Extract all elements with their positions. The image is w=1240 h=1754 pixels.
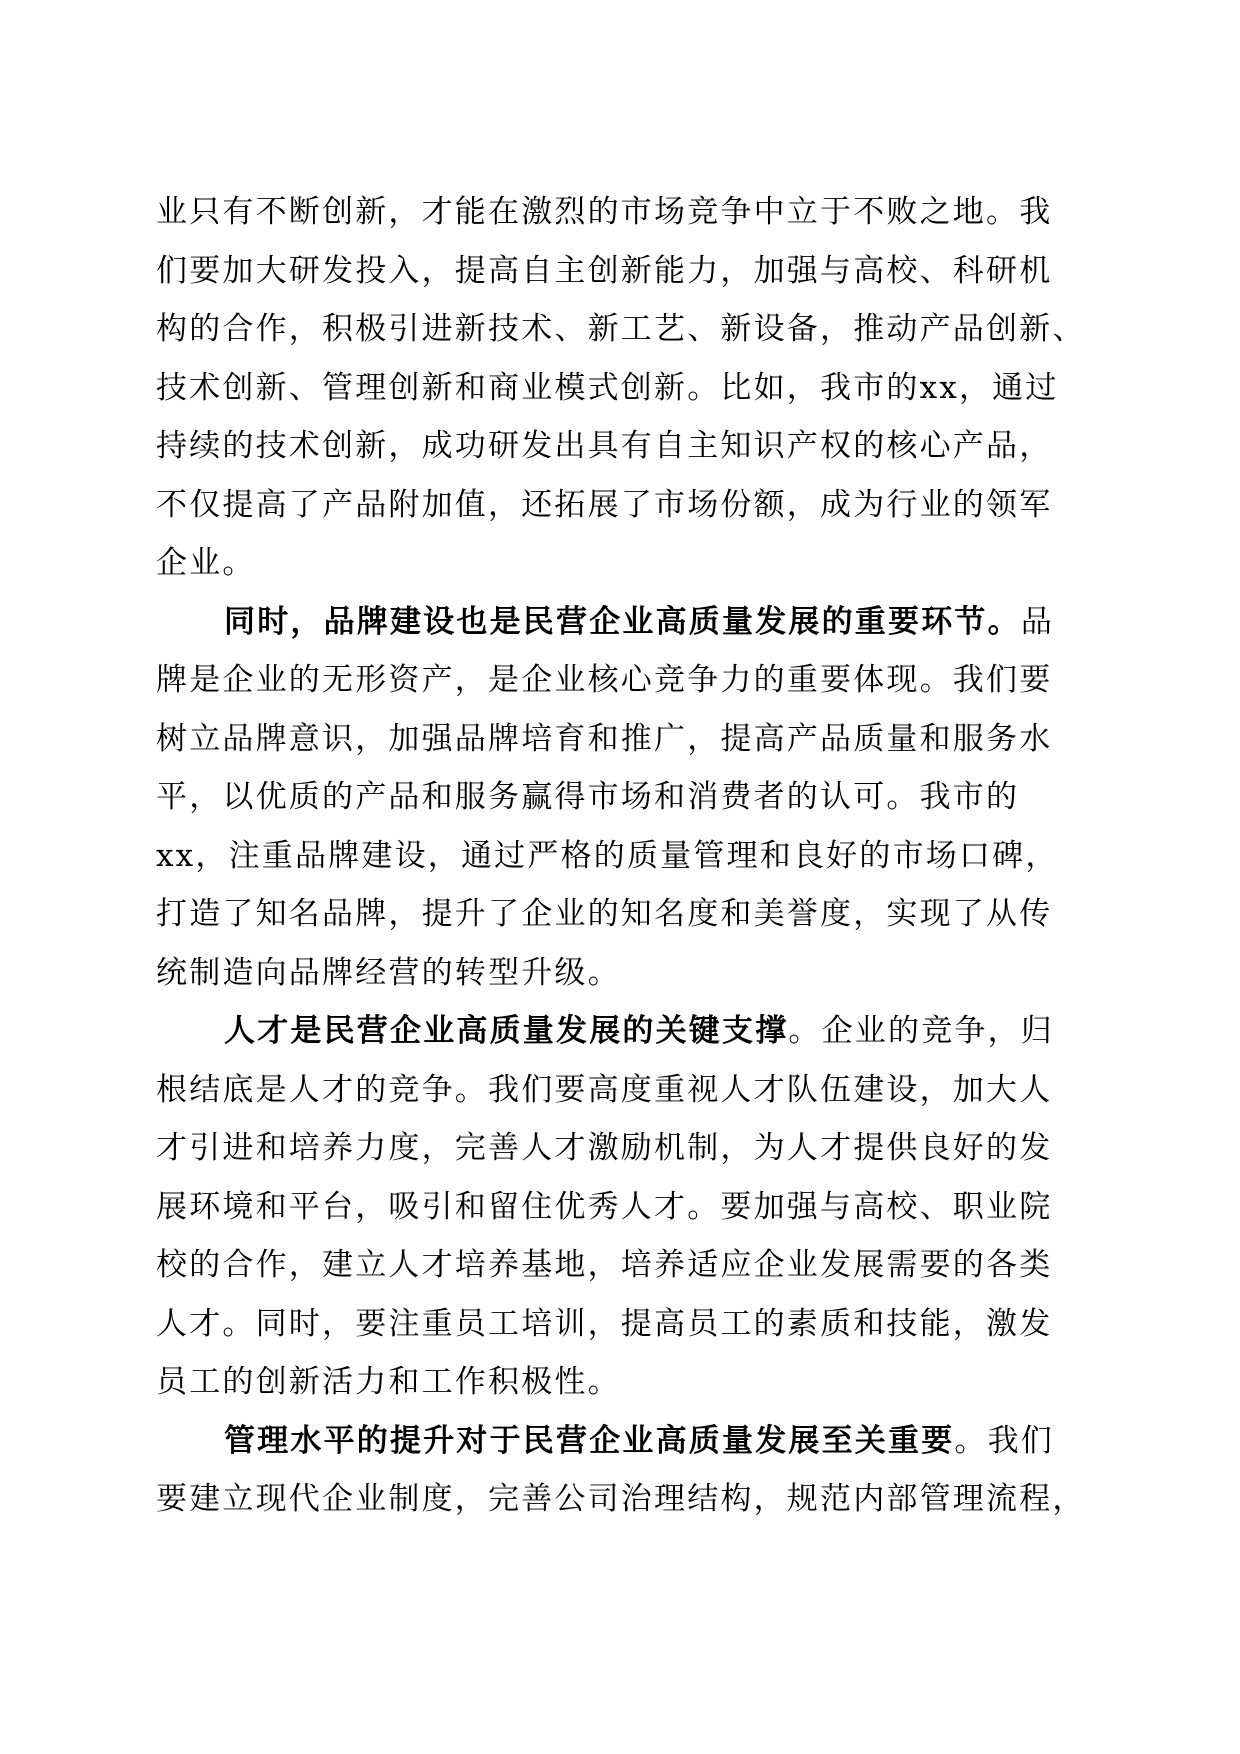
text-span: 展环境和平台，吸引和留住优秀人才。要加强与高校、职业院 — [156, 1188, 1053, 1225]
text-span: 技术创新、管理创新和商业模式创新。比如，我市的xx，通过 — [156, 369, 1059, 406]
text-line — [156, 242, 1076, 301]
text-span: xx，注重品牌建设，通过严格的质量管理和良好的市场口碑， — [156, 837, 1059, 874]
paragraph-brand — [156, 593, 1076, 1003]
text-span: 打造了知名品牌，提升了企业的知名度和美誉度，实现了从传 — [156, 896, 1053, 932]
text-line — [156, 593, 1076, 652]
text-line — [156, 885, 1076, 944]
text-span: 。企业的竞争，归 — [788, 1013, 1055, 1049]
bold-heading-span: 管理水平的提升对于民营企业高质量发展至关重要 — [224, 1422, 955, 1459]
text-span: 们要加大研发投入，提高自主创新能力，加强与高校、科研机 — [156, 252, 1053, 289]
text-span: 持续的技术创新，成功研发出具有自主知识产权的核心产品， — [156, 428, 1053, 464]
text-line — [156, 300, 1086, 359]
text-span: 构的合作，积极引进新技术、新工艺、新设备，推动产品创新、 — [156, 311, 1086, 347]
text-line — [156, 183, 1076, 242]
text-span: 业只有不断创新，才能在激烈的市场竞争中立于不败之地。我 — [156, 194, 1053, 230]
text-line — [156, 534, 1076, 593]
text-span: 员工的创新活力和工作积极性。 — [156, 1364, 621, 1400]
text-line — [156, 768, 1076, 827]
text-span: 人才。同时，要注重员工培训，提高员工的素质和技能，激发 — [156, 1305, 1053, 1342]
text-line — [156, 1353, 1076, 1412]
text-span: 要建立现代企业制度，完善公司治理结构，规范内部管理流程， — [156, 1481, 1086, 1517]
text-span: 企业。 — [156, 545, 256, 581]
paragraph-innovation — [156, 183, 1086, 593]
text-line — [156, 1470, 1086, 1529]
text-span: 校的合作，建立人才培养基地，培养适应企业发展需要的各类 — [156, 1247, 1053, 1283]
text-line — [156, 1061, 1076, 1120]
text-line — [156, 710, 1076, 769]
text-line — [156, 651, 1076, 710]
text-span: 树立品牌意识，加强品牌培育和推广，提高产品质量和服务水 — [156, 720, 1053, 757]
text-line — [156, 417, 1076, 476]
text-line — [156, 476, 1076, 535]
text-line — [156, 1412, 1076, 1471]
text-span: 不仅提高了产品附加值，还拓展了市场份额，成为行业的领军 — [156, 486, 1053, 523]
bold-heading-span: 同时，品牌建设也是民营企业高质量发展的重要环节。 — [224, 603, 1021, 640]
text-span: 统制造向品牌经营的转型升级。 — [156, 954, 621, 991]
body-text — [156, 183, 1086, 1529]
text-line — [156, 1295, 1076, 1354]
text-line — [156, 1236, 1076, 1295]
text-line — [156, 1002, 1076, 1061]
paragraph-talent — [156, 1002, 1076, 1412]
paragraph-management — [156, 1412, 1086, 1529]
text-span: 。我们 — [954, 1422, 1055, 1459]
text-line — [156, 827, 1076, 886]
text-span: 牌是企业的无形资产，是企业核心竞争力的重要体现。我们要 — [156, 662, 1053, 698]
text-line — [156, 944, 1076, 1003]
text-line — [156, 359, 1076, 418]
bold-heading-span: 人才是民营企业高质量发展的关键支撑 — [224, 1013, 789, 1049]
text-span: 才引进和培养力度，完善人才激励机制，为人才提供良好的发 — [156, 1130, 1053, 1166]
text-span: 平，以优质的产品和服务赢得市场和消费者的认可。我市的 — [156, 779, 1020, 815]
text-span: 根结底是人才的竞争。我们要高度重视人才队伍建设，加大人 — [156, 1071, 1053, 1108]
text-span: 品 — [1020, 603, 1055, 640]
text-line — [156, 1178, 1076, 1237]
text-line — [156, 1119, 1076, 1178]
